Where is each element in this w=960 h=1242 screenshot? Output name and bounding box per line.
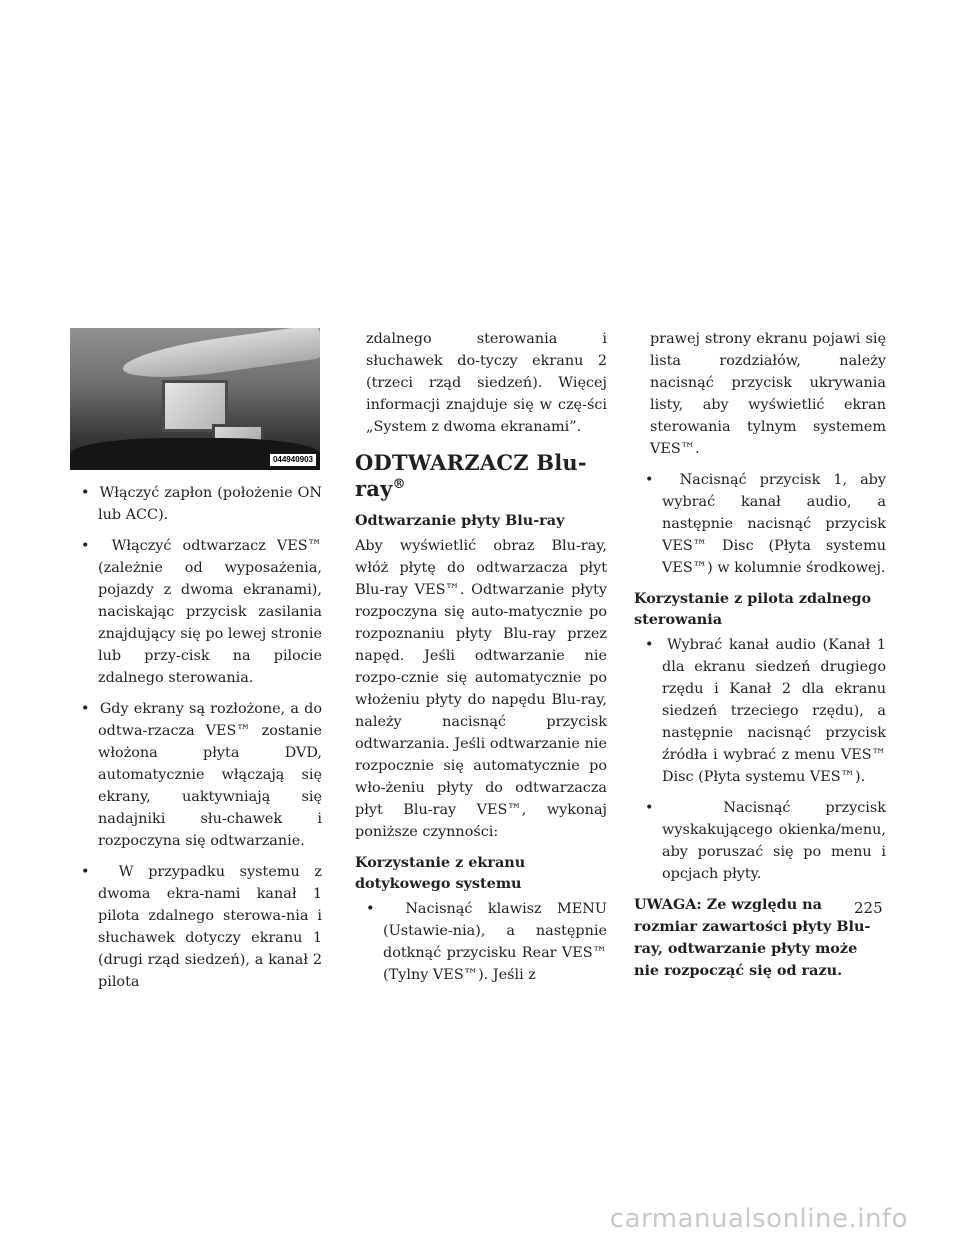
watermark-text: carmanualsonline.info [609, 1204, 908, 1234]
list-item: • Wybrać kanał audio (Kanał 1 dla ekranu siedzeń drugiego rzędu i Kanał 2 dla ekranu siedzeń trzeciego rzędu), a następnie nacisnąć przycisk źródła i wybrać z menu VES™ Disc (Płyta systemu VES™). [645, 637, 887, 785]
list-item: • Włączyć odtwarzacz VES™ (zależnie od wyposażenia, pojazdy z dwoma ekranami), naciskając przycisk zasilania znajdujący się po lewej stronie lub przy-cisk na pilocie zdalnego sterowania. [81, 538, 323, 686]
list-item: • W przypadku systemu z dwoma ekra-nami kanał 1 pilota zdalnego sterowa-nia i słuchawek dotyczy ekranu 1 (drugi rząd siedzeń), a kanał 2 pilota [81, 864, 322, 990]
list-item: • Nacisnąć przycisk wyskakującego okienka/menu, aby poruszać się po menu i opcjach płyty. [645, 800, 886, 882]
list-item: • Włączyć zapłon (położenie ON lub ACC). [81, 485, 322, 523]
list-item: • Gdy ekrany są rozłożone, a do odtwa-rzacza VES™ zostanie włożona płyta DVD, automatycznie włączają się ekrany, uaktywniają się nadajniki słu-chawek i rozpoczyna się odtwarzanie. [81, 701, 322, 849]
column-2 [355, 328, 607, 995]
overhead-console [121, 328, 320, 386]
paragraph: Aby wyświetlić obraz Blu-ray, włóż płytę do odtwarzacza płyt Blu-ray VES™. Odtwarzanie płyty rozpoczyna się auto-matycznie po rozpoznaniu płyty Blu-ray przez napęd. Jeśli odtwarzanie nie rozpo-cznie się automatycznie po włożeniu płyty do napędu Blu-ray, należy nacisnąć przycisk odtwarzania. Jeśli odtwarzanie nie rozpocznie się automatycznie po wło-żeniu płyty do odtwarzacza płyt Blu-ray VES™, wykonaj poniższe czynności: [355, 538, 607, 840]
subheading-remote-control: Korzystanie z pilota zdalnego sterowania [634, 590, 872, 628]
watermark [0, 1196, 960, 1242]
continuation-text: zdalnego sterowania i słuchawek do-tyczy ekranu 2 (trzeci rząd siedzeń). Więcej informacji znajduje się w czę-ści „System z dwoma ekranami”. [366, 331, 607, 435]
column-3 [634, 328, 886, 982]
section-heading: ODTWARZACZ Blu-ray® [355, 450, 587, 501]
column-1 [70, 328, 322, 1002]
page-number: 225 [854, 899, 883, 917]
list-item: • Nacisnąć przycisk 1, aby wybrać kanał audio, a następnie nacisnąć przycisk VES™ Disc (Płyta systemu VES™) w kolumnie środkowej. [645, 472, 887, 576]
continuation-text: prawej strony ekranu pojawi się lista rozdziałów, należy nacisnąć przycisk ukrywania listy, aby wyświetlić ekran sterowania tylnym systemem VES™. [650, 331, 886, 457]
overhead-dvd-screen-photo [70, 328, 320, 470]
subheading-blu-ray-playback: Odtwarzanie płyty Blu-ray [355, 512, 565, 529]
photo-code: 044940903 [270, 454, 316, 466]
note-text: UWAGA: Ze względu na rozmiar zawartości płyty Blu-ray, odtwarzanie płyty może nie rozpocząć się od razu. [634, 896, 871, 979]
subheading-touchscreen: Korzystanie z ekranu dotykowego systemu [355, 854, 526, 892]
list-item: • Nacisnąć klawisz MENU (Ustawie-nia), a następnie dotknąć przycisku Rear VES™ (Tylny VES™). Jeśli z [366, 901, 608, 983]
